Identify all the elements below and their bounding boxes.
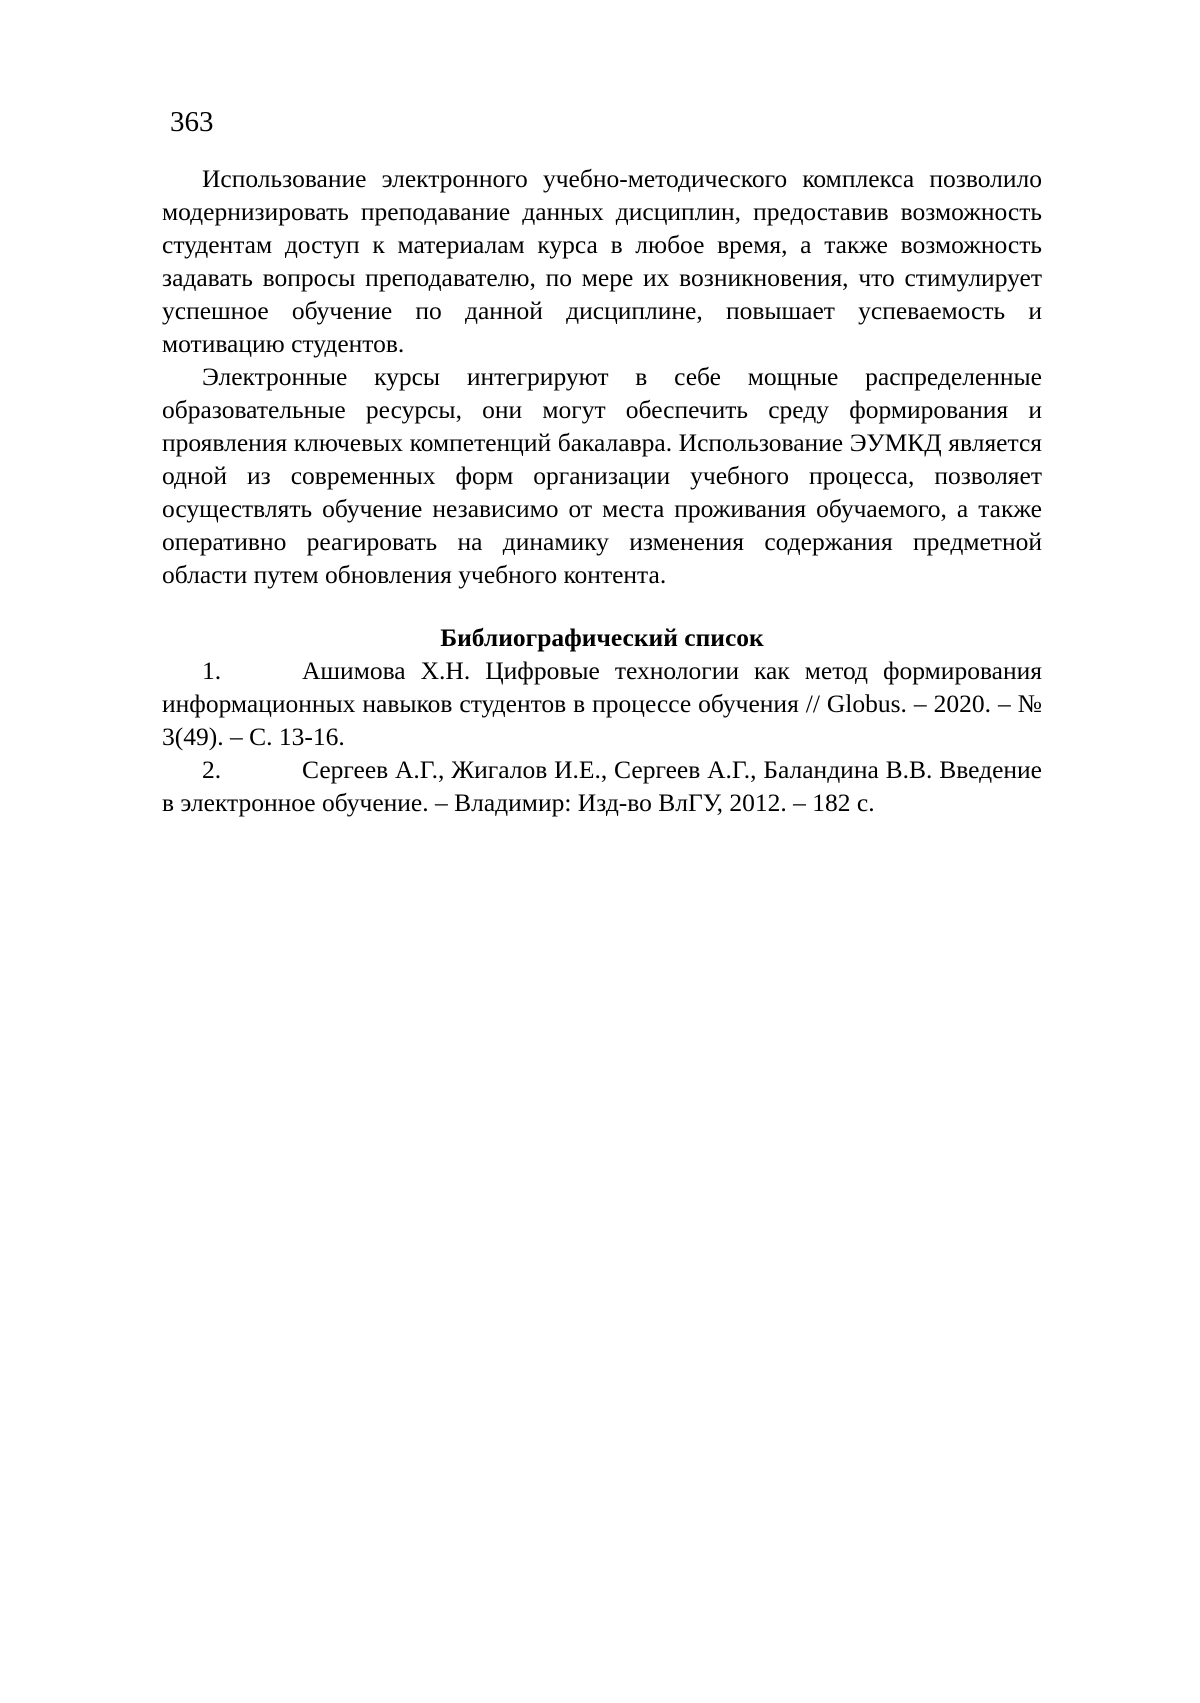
bibliography-item-text: Сергеев А.Г., Жигалов И.Е., Сергеев А.Г., Баландина В.В. Введение в электронное обучение. – Владимир: Изд-во ВлГУ, 2012. – 182 с.	[162, 755, 1042, 817]
bibliography-item-text: Ашимова Х.Н. Цифровые технологии как метод формирования информационных навыков студентов в процессе обучения // Globus. – 2020. – № 3(49). – С. 13-16.	[162, 656, 1042, 751]
bibliography-item-2	[162, 753, 1042, 819]
bibliography-item-number: 1.	[202, 656, 222, 685]
page-content	[162, 162, 1042, 819]
body-paragraph-1: Использование электронного учебно-методического комплекса позволило модернизировать преподавание данных дисциплин, предоставив возможность студентам доступ к материалам курса в любое время, а также возможность задавать вопросы преподавателю, по мере их возникновения, что стимулирует успешное обучение по данной дисциплине, повышает успеваемость и мотивацию студентов.	[162, 164, 1042, 358]
body-paragraph-2: Электронные курсы интегрируют в себе мощные распределенные образовательные ресурсы, они могут обеспечить среду формирования и проявления ключевых компетенций бакалавра. Использование ЭУМКД является одной из современных форм организации учебного процесса, позволяет осуществлять обучение независимо от места проживания обучаемого, а также оперативно реагировать на динамику изменения содержания предметной области путем обновления учебного контента.	[162, 362, 1042, 589]
bibliography-item-1	[162, 654, 1042, 753]
bibliography-item-number: 2.	[202, 755, 222, 784]
bibliography-title: Библиографический список	[440, 623, 764, 652]
page-number: 363	[170, 106, 214, 138]
